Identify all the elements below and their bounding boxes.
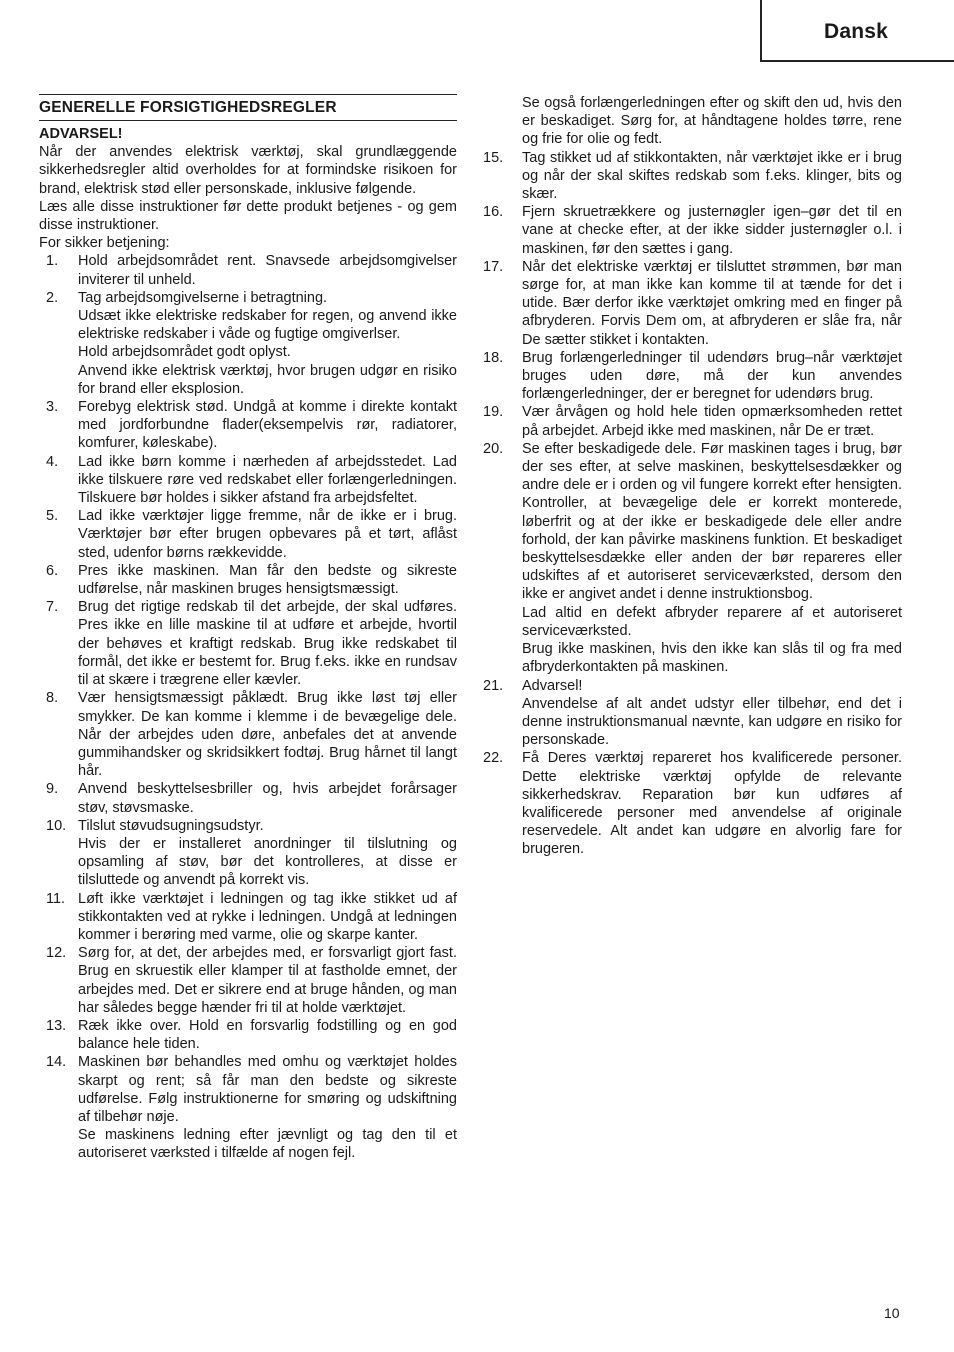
item-paragraph: Ræk ikke over. Hold en forsvarlig fodstilling og en god balance hele tiden.: [78, 1017, 457, 1053]
item-paragraph: Brug det rigtige redskab til det arbejde, der skal udføres. Pres ikke en lille maskine til at udføre et arbejde, hvortil der behøves et kraftigt redskab. Brug ikke redskabet til formål, det ikke er bestemt for. Brug f.eks. ikke en rundsav til at skære i trægrene eller kævler.: [78, 599, 457, 689]
list-item: [483, 403, 902, 439]
item-paragraph: Vær årvågen og hold hele tiden opmærksomheden rettet på arbejdet. Arbejd ikke med maskinen, når De er træt.: [522, 404, 902, 439]
item-number: 11.: [46, 890, 66, 907]
rule-list-left: [39, 252, 457, 1162]
item-paragraph: Anvend ikke elektrisk værktøj, hvor brugen udgør en risiko for brand eller eksplosion.: [78, 362, 457, 397]
list-item: [483, 677, 902, 750]
list-item: [39, 507, 457, 562]
item-paragraph: Forebyg elektrisk stød. Undgå at komme i direkte kontakt med jordforbundne flader(eksempelvis rør, radiatorer, komfurer, køleskabe).: [78, 399, 457, 452]
item-body: [78, 944, 457, 1017]
list-item: [39, 453, 457, 508]
item-number: 17.: [483, 258, 504, 275]
page-number: 10: [884, 1305, 900, 1321]
item-paragraph: Fjern skruetrækkere og justernøgler igen–gør det til en vane at checke efter, at der ikke sidder justernøgler o.l. i maskinen, før den sættes i gang.: [522, 204, 902, 257]
item-paragraph: Løft ikke værktøjet i ledningen og tag ikke stikket ud af stikkontakten ved at rykke i ledningen. Undgå at ledningen kommer i berøring med varme, olie og skarpe kanter.: [78, 890, 457, 943]
continuation-paragraph: Se også forlængerledningen efter og skift den ud, hvis den er beskadiget. Sørg for, at håndtagene holdes tørre, rene og frie for olie og fedt.: [522, 95, 902, 148]
item-paragraph: Se efter beskadigede dele. Før maskinen tages i brug, bør der ses efter, at selve maskinen, beskyttelsesdækker og andre dele er i orden og vil fungere korrekt efter hensigten. Kontroller, at bevægelige dele er korrekt monterede, løberfrit og at der ikke er beskadigede dele eller andre forhold, der kan påvirke maskinens funktion. Et beskadiget beskyttelsesdække eller anden der bør repareres eller udskiftes af et autoriseret serviceværksted, dersom den ikke er angivet andet i denne instruktionsbog.: [522, 440, 902, 603]
item-number: 4.: [46, 453, 59, 470]
intro-paragraph: For sikker betjening:: [39, 235, 170, 252]
item-number: 15.: [483, 149, 504, 166]
item-number: 8.: [46, 690, 59, 707]
item-paragraph: Hold arbejdsområdet godt oplyst.: [78, 344, 291, 361]
left-column: [39, 94, 457, 1163]
list-item: [39, 252, 457, 288]
list-item: [39, 817, 457, 890]
item-body: [78, 598, 457, 689]
item-body: [78, 289, 457, 398]
item-paragraph: Sørg for, at det, der arbejdes med, er forsvarligt gjort fast. Brug en skruestik eller klamper til at fastholde emnet, der arbejdes med. Det er sikrere end at bruge hånden, og man har således begge hænder fri til at holde værktøjet.: [78, 945, 457, 1016]
list-item: [39, 780, 457, 816]
item-number: 12.: [46, 945, 67, 962]
right-column: [483, 94, 902, 859]
item-paragraph: Brug forlængerledninger til udendørs brug–når værktøjet bruges uden døre, må der kun anvendes forlængerledninger, der er beregnet for udendørs brug.: [522, 349, 902, 403]
item-body: [78, 689, 457, 780]
language-tab: [760, 0, 954, 62]
item-paragraph: Brug ikke maskinen, hvis den ikke kan slås til og fra med afbryderkontakten på maskinen.: [522, 641, 902, 676]
item-number: 2.: [46, 289, 59, 306]
item-body: [78, 562, 457, 598]
item-number: 16.: [483, 204, 504, 221]
item-body: [78, 252, 457, 288]
list-item: [39, 689, 457, 780]
item-number: 13.: [46, 1017, 67, 1034]
item-body: [78, 780, 457, 816]
item-paragraph: Vær hensigtsmæssigt påklædt. Brug ikke løst tøj eller smykker. De kan komme i klemme i de bevægelige dele. Når der arbejdes uden døre, anbefales det at anvende gummihandsker og skridsikkert fodtøj. Brug hårnet til langt hår.: [78, 690, 457, 780]
item-number: 14.: [46, 1054, 67, 1071]
item-number: 3.: [46, 399, 59, 416]
item-number: 19.: [483, 404, 504, 421]
item-body: [522, 677, 902, 750]
item-number: 18.: [483, 349, 504, 366]
item-body: [522, 749, 902, 858]
item-paragraph: Lad ikke værktøjer ligge fremme, når de ikke er i brug. Værktøjer bør efter brugen opbevares på et tørt, aflåst sted, udenfor børns rækkevidde.: [78, 508, 457, 561]
item-paragraph: Få Deres værktøj repareret hos kvalificerede personer. Dette elektriske værktøj opfylde de relevante sikkerhedskrav. Reparation bør kun udføres af kvalificerede personer med anvendelse af originale reservedele. Alt andet kan udgøre en alvorlig fare for brugeren.: [522, 750, 902, 858]
item-paragraph: Tag stikket ud af stikkontakten, når værktøjet ikke er i brug og når der skal skiftes redskab som f.eks. klinger, bits og skær.: [522, 149, 902, 203]
item-paragraph: Udsæt ikke elektriske redskaber for regen, og anvend ikke elektriske redskaber i våde og fugtige omgiverlser.: [78, 308, 457, 343]
item-number: 1.: [46, 253, 59, 270]
item-paragraph: Tilslut støvudsugningsudstyr.: [78, 817, 264, 834]
item-paragraph: Lad ikke børn komme i nærheden af arbejdsstedet. Lad ikke tilskuere røre ved redskabet eller forlængerledningen. Tilskuere bør holdes i sikker afstand fra arbejdsfeltet.: [78, 453, 457, 507]
list-item: [483, 149, 902, 204]
item-paragraph: Pres ikke maskinen. Man får den bedste og sikreste udførelse, når maskinen bruges hensigtsmæssigt.: [78, 562, 457, 598]
item-body: [78, 1017, 457, 1053]
item-paragraph: Hvis der er installeret anordninger til tilslutning og opsamling af støv, bør det kontrolleres, at disse er tilsluttede og anvendt på korrekt vis.: [78, 835, 457, 889]
item-number: 20.: [483, 440, 504, 457]
list-item: [39, 289, 457, 398]
item-paragraph: Anvend beskyttelsesbriller og, hvis arbejdet forårsager støv, støvsmaske.: [78, 781, 457, 816]
item-body: [78, 507, 457, 562]
item-body: [78, 398, 457, 453]
section-heading: GENERELLE FORSIGTIGHEDSREGLER: [39, 94, 457, 121]
item-body: [522, 258, 902, 349]
item-number: 6.: [46, 562, 59, 579]
item-number: 7.: [46, 599, 59, 616]
list-item: [39, 598, 457, 689]
list-item: [39, 398, 457, 453]
intro-paragraph: Når der anvendes elektrisk værktøj, skal grundlæggende sikkerhedsregler altid overholdes for at formindske risikoen for brand, elektrisk stød eller personskade, inklusive følgende.: [39, 144, 457, 197]
item-number: 5.: [46, 508, 59, 525]
item-body: [522, 149, 902, 204]
warning-label: ADVARSEL!: [39, 126, 123, 142]
item-paragraph: Maskinen bør behandles med omhu og værktøjet holdes skarpt og rent; så får man den bedste og sikreste udførelse. Følg instruktionerne for smøring og udskiftning af tilbehør nøje.: [78, 1054, 457, 1125]
item-paragraph: Hold arbejdsområdet rent. Snavsede arbejdsomgivelser inviterer til unheld.: [78, 253, 457, 288]
item-body: [522, 349, 902, 404]
item-body: [522, 203, 902, 258]
item-number: 22.: [483, 750, 504, 767]
item-paragraph: Se maskinens ledning efter jævnligt og tag den til et autoriseret værksted i tilfælde af nogen fejl.: [78, 1127, 457, 1162]
item-paragraph: Anvendelse af alt andet udstyr eller tilbehør, end det i denne instruktionsmanual nævnte, kan udgøre en risiko for personskade.: [522, 695, 902, 749]
rule-list-right: [483, 149, 902, 859]
item-body: [78, 453, 457, 508]
list-item: [39, 562, 457, 598]
intro-paragraph: Læs alle disse instruktioner før dette produkt betjenes - og gem disse instruktioner.: [39, 198, 457, 234]
list-item: [483, 349, 902, 404]
list-item: [39, 944, 457, 1017]
item-paragraph: Advarsel!: [522, 677, 583, 694]
item-number: 10.: [46, 817, 67, 834]
item-body: [78, 817, 457, 890]
item-paragraph: Lad altid en defekt afbryder reparere af et autoriseret serviceværksted.: [522, 604, 902, 639]
item-number: 21.: [483, 677, 504, 694]
item-body: [78, 1053, 457, 1162]
item-number: 9.: [46, 781, 59, 798]
item-body: [78, 890, 457, 945]
list-item: [39, 1053, 457, 1162]
list-item: [39, 890, 457, 945]
item-body: [522, 403, 902, 439]
item-paragraph: Tag arbejdsomgivelserne i betragtning.: [78, 289, 328, 306]
item-body: [522, 440, 902, 677]
language-label: Dansk: [824, 20, 889, 43]
list-item: [39, 1017, 457, 1053]
list-item: [483, 258, 902, 349]
list-item: [483, 749, 902, 858]
list-item: [483, 203, 902, 258]
item-paragraph: Når det elektriske værktøj er tilsluttet strømmen, bør man sørge for, at man ikke kan komme til at tænde for det i utide. Bær derfor ikke værktøjet omkring med en finger på afbryderen. Forvis Dem om, at afbryderen er slåe fra, når De sætter stikket i kontakten.: [522, 258, 902, 348]
list-item: [483, 440, 902, 677]
